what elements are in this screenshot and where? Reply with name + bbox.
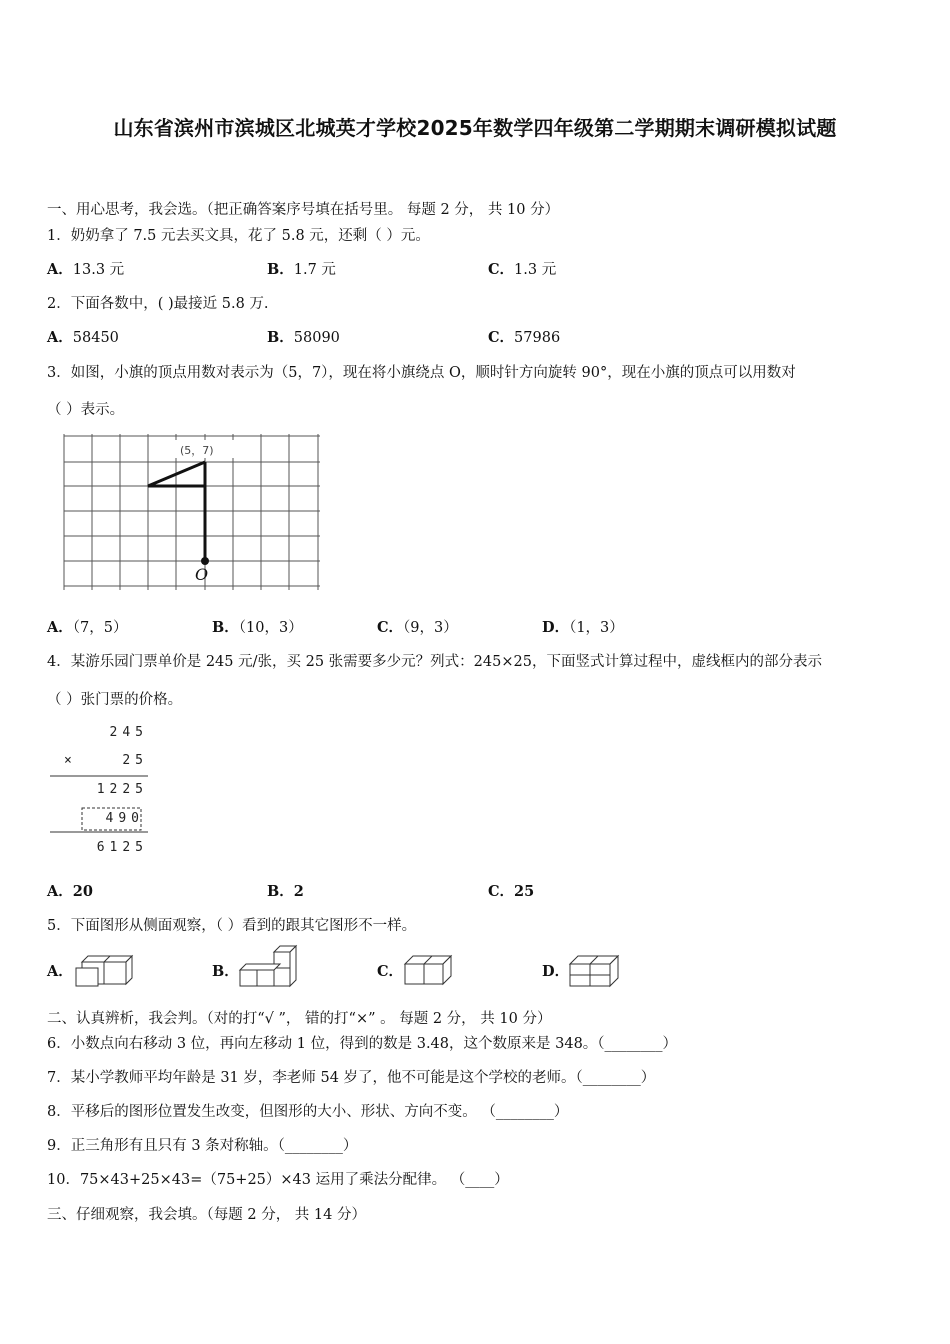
calc-times-sign: × xyxy=(64,753,72,768)
q5-option-c[interactable]: C． xyxy=(377,963,404,980)
calc-product: 6125 xyxy=(96,840,148,855)
q5-text: 5．下面图形从侧面观察，（ ）看到的跟其它图形不一样。 xyxy=(47,918,417,934)
q3-option-d[interactable]: D．（1，3） xyxy=(542,619,624,636)
judge-item-8[interactable]: 8．平移后的图形位置发生改变，但图形的大小、形状、方向不变。 （________） xyxy=(47,1104,569,1120)
q5-figure-b xyxy=(238,946,300,988)
q1-option-b[interactable]: B．1.7 元 xyxy=(267,261,336,278)
q3-option-a[interactable]: A．（7，5） xyxy=(47,619,128,636)
q3-option-b[interactable]: B．（10，3） xyxy=(212,619,303,636)
q3-text-line1: 3．如图，小旗的顶点用数对表示为（5，7），现在将小旗绕点 O，顺时针方向旋转 90°，现在小旗的顶点可以用数对 xyxy=(47,365,796,381)
q2-text: 2．下面各数中，( )最接近 5.8 万. xyxy=(47,296,269,312)
q4-option-c[interactable]: C．25 xyxy=(488,883,535,900)
section3-heading: 三、仔细观察，我会填。（每题 2 分， 共 14 分） xyxy=(47,1207,366,1223)
judge-item-6[interactable]: 6．小数点向右移动 3 位，再向左移动 1 位，得到的数是 3.48，这个数原来是 348。（________） xyxy=(47,1036,678,1052)
q3-text-line2: （ ）表示。 xyxy=(47,402,125,418)
judge-item-9[interactable]: 9．正三角形有且只有 3 条对称轴。（________） xyxy=(47,1138,358,1154)
q4-option-a[interactable]: A．20 xyxy=(47,883,93,900)
dashed-box xyxy=(82,808,141,830)
section1-heading: 一、用心思考，我会选。（把正确答案序号填在括号里。 每题 2 分， 共 10 分） xyxy=(47,202,560,218)
q2-option-a[interactable]: A．58450 xyxy=(47,329,119,346)
calc-partial-1: 1225 xyxy=(96,782,148,797)
calc-partial-2: 490 xyxy=(105,811,144,826)
calc-multiplicand: 245 xyxy=(109,725,148,740)
q5-option-a[interactable]: A． xyxy=(47,963,73,980)
calc-multiplier: 25 xyxy=(122,753,148,768)
q3-option-c[interactable]: C．（9，3） xyxy=(377,619,458,636)
q5-option-d[interactable]: D． xyxy=(542,963,570,980)
judge-item-7[interactable]: 7．某小学教师平均年龄是 31 岁，李老师 54 岁了，他不可能是这个学校的老师。（________） xyxy=(47,1070,656,1086)
q4-calc-lines xyxy=(50,770,150,835)
page-title: 山东省滨州市滨城区北城英才学校2025年数学四年级第二学期期末调研模拟试题 xyxy=(113,116,837,140)
q1-option-a[interactable]: A．13.3 元 xyxy=(47,261,125,278)
q5-figure-a xyxy=(74,954,136,988)
q5-figure-d xyxy=(568,954,622,988)
q1-text: 1．奶奶拿了 7.5 元去买文具，花了 5.8 元，还剩（ ）元。 xyxy=(47,228,430,244)
q2-option-b[interactable]: B．58090 xyxy=(267,329,340,346)
q4-text-line1: 4．某游乐园门票单价是 245 元/张，买 25 张需要多少元？列式：245×25，下面竖式计算过程中，虚线框内的部分表示 xyxy=(47,654,822,670)
q5-figure-c xyxy=(403,954,455,988)
q4-option-b[interactable]: B．2 xyxy=(267,883,304,900)
origin-point xyxy=(201,557,209,565)
vertex-label: (5，7) xyxy=(180,444,214,457)
q4-text-line2: （ ）张门票的价格。 xyxy=(47,692,183,708)
judge-item-10[interactable]: 10．75×43+25×43=（75+25）×43 运用了乘法分配律。 （____） xyxy=(47,1172,509,1188)
q2-option-c[interactable]: C．57986 xyxy=(488,329,561,346)
q3-grid-figure xyxy=(62,434,324,594)
origin-label: O xyxy=(195,565,209,584)
section2-heading: 二、认真辨析，我会判。（对的打“√ ”， 错的打“×” 。 每题 2 分， 共 10 分） xyxy=(47,1011,552,1027)
q1-option-c[interactable]: C．1.3 元 xyxy=(488,261,557,278)
q5-option-b[interactable]: B． xyxy=(212,963,239,980)
